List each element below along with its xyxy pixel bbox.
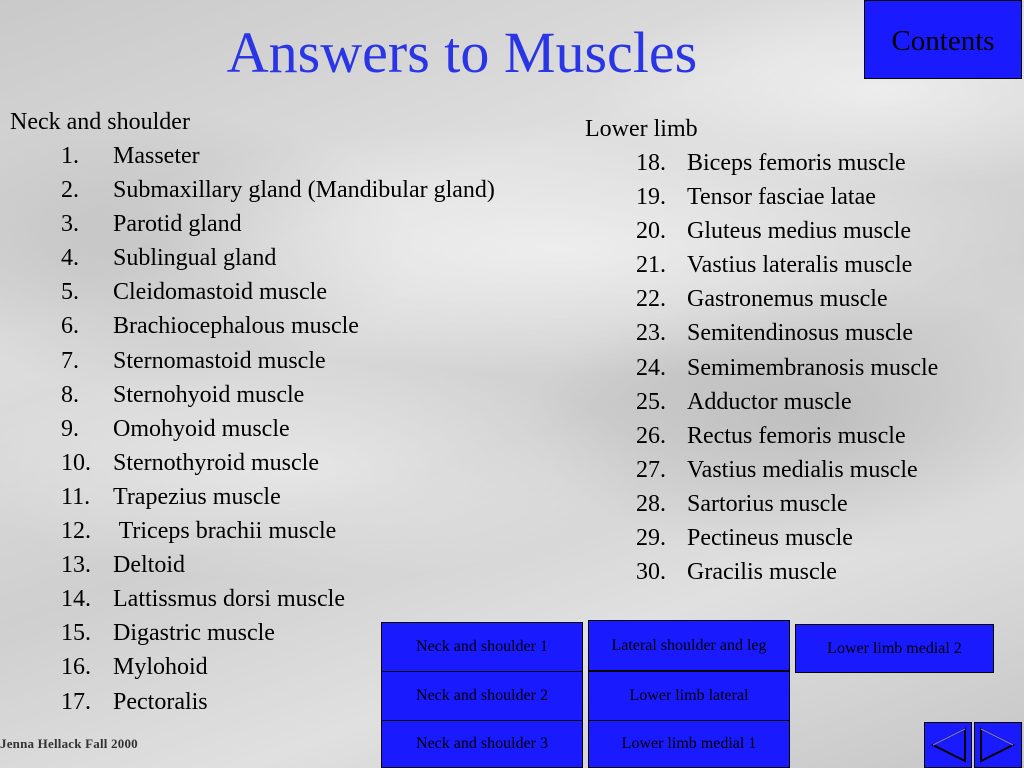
list-item — [10, 207, 242, 241]
item-text: Tensor fasciae latae — [687, 184, 876, 211]
item-number: 8. — [61, 381, 79, 408]
item-number: 21. — [636, 252, 666, 279]
list-item — [10, 616, 275, 650]
list-item — [585, 487, 848, 521]
neck-shoulder-3-button[interactable]: Neck and shoulder 3 — [381, 720, 583, 768]
slide-title: Answers to Muscles — [226, 20, 698, 85]
list-item — [585, 521, 853, 555]
item-number: 24. — [636, 354, 666, 381]
item-number: 14. — [61, 586, 91, 613]
list-item — [585, 419, 906, 453]
list-item — [585, 248, 913, 282]
list-item — [10, 582, 345, 616]
list-item — [585, 146, 906, 180]
list-item — [585, 453, 918, 487]
neck-shoulder-1-button[interactable]: Neck and shoulder 1 — [381, 622, 583, 672]
next-arrow-icon — [975, 723, 1021, 767]
item-number: 28. — [636, 490, 666, 517]
item-text: Gluteus medius muscle — [687, 218, 911, 245]
list-item — [10, 685, 208, 719]
item-text: Cleidomastoid muscle — [113, 279, 327, 306]
list-item — [585, 316, 913, 350]
lower-limb-heading: Lower limb — [585, 116, 698, 142]
list-item — [10, 514, 337, 548]
item-text: Sublingual gland — [113, 245, 277, 272]
list-item — [10, 275, 327, 309]
item-text: Digastric muscle — [113, 620, 275, 647]
list-item — [10, 139, 200, 173]
neck-shoulder-heading: Neck and shoulder — [10, 109, 190, 135]
item-text: Pectineus muscle — [687, 525, 853, 552]
item-number: 26. — [636, 422, 666, 449]
item-number: 1. — [61, 143, 79, 169]
item-text: Triceps brachii muscle — [113, 518, 337, 545]
item-text: Deltoid — [113, 552, 185, 579]
lower-limb-medial-2-button[interactable]: Lower limb medial 2 — [795, 624, 994, 673]
item-text: Sternohyoid muscle — [113, 381, 305, 408]
list-item — [10, 650, 208, 684]
neck-shoulder-2-button[interactable]: Neck and shoulder 2 — [381, 671, 583, 721]
previous-button[interactable] — [924, 722, 972, 768]
item-number: 13. — [61, 552, 91, 579]
item-number: 22. — [636, 286, 666, 313]
item-text: Sternothyroid muscle — [113, 449, 319, 476]
list-item — [10, 309, 359, 343]
item-number: 4. — [61, 245, 79, 272]
list-item — [10, 480, 281, 514]
list-item — [10, 344, 326, 378]
lower-limb-medial-1-button[interactable]: Lower limb medial 1 — [588, 720, 790, 768]
list-item — [10, 548, 190, 582]
item-number: 17. — [61, 688, 91, 715]
list-item — [585, 214, 911, 248]
item-number: 6. — [61, 313, 79, 340]
item-number: 18. — [636, 150, 666, 176]
item-text: Sternomastoid muscle — [113, 347, 326, 374]
list-item — [10, 412, 290, 446]
list-item — [10, 241, 277, 275]
item-number: 19. — [636, 184, 666, 211]
item-text: Mylohoid — [113, 654, 208, 681]
item-text: Omohyoid muscle — [113, 415, 290, 442]
contents-button[interactable]: Contents — [864, 0, 1022, 79]
item-text: Lattissmus dorsi muscle — [113, 586, 345, 613]
item-text: Sartorius muscle — [687, 490, 848, 517]
item-number: 7. — [61, 347, 79, 374]
item-text: Vastius lateralis muscle — [687, 252, 913, 279]
item-text: Gastronemus muscle — [687, 286, 888, 313]
list-item — [585, 555, 837, 589]
item-number: 30. — [636, 559, 666, 586]
lower-limb-lateral-button[interactable]: Lower limb lateral — [588, 671, 790, 721]
item-number: 11. — [61, 483, 91, 510]
item-text: Submaxillary gland (Mandibular gland) — [113, 177, 495, 204]
list-item — [585, 282, 888, 316]
item-text: Adductor muscle — [687, 388, 852, 415]
lateral-shoulder-leg-button[interactable]: Lateral shoulder and leg — [588, 620, 790, 671]
item-number: 23. — [636, 320, 666, 347]
item-text: Trapezius muscle — [113, 483, 281, 510]
next-button[interactable] — [974, 722, 1022, 768]
list-item — [585, 180, 876, 214]
item-number: 3. — [61, 211, 79, 238]
item-number: 29. — [636, 525, 666, 552]
item-text: Biceps femoris muscle — [687, 150, 906, 176]
item-text: Semitendinosus muscle — [687, 320, 913, 347]
item-number: 27. — [636, 456, 666, 483]
item-number: 20. — [636, 218, 666, 245]
list-item — [585, 385, 852, 419]
list-item — [10, 446, 319, 480]
item-text: Masseter — [113, 143, 200, 169]
list-item — [10, 173, 495, 207]
item-text: Gracilis muscle — [687, 559, 837, 586]
item-number: 12. — [61, 518, 91, 545]
list-item — [585, 351, 939, 385]
item-text: Parotid gland — [113, 211, 242, 238]
lower-limb-list — [585, 112, 939, 589]
previous-arrow-icon — [925, 723, 971, 767]
item-number: 9. — [61, 415, 79, 442]
item-number: 2. — [61, 177, 79, 204]
item-number: 25. — [636, 388, 666, 415]
list-item — [10, 378, 305, 412]
item-text: Brachiocephalous muscle — [113, 313, 359, 340]
item-number: 10. — [61, 449, 91, 476]
author-footer: Jenna Hellack Fall 2000 — [0, 736, 138, 751]
item-text: Vastius medialis muscle — [687, 456, 918, 483]
item-text: Rectus femoris muscle — [687, 422, 906, 449]
item-text: Pectoralis — [113, 688, 208, 715]
item-number: 16. — [61, 654, 91, 681]
item-number: 15. — [61, 620, 91, 647]
item-number: 5. — [61, 279, 79, 306]
item-text: Semimembranosis muscle — [687, 354, 939, 381]
